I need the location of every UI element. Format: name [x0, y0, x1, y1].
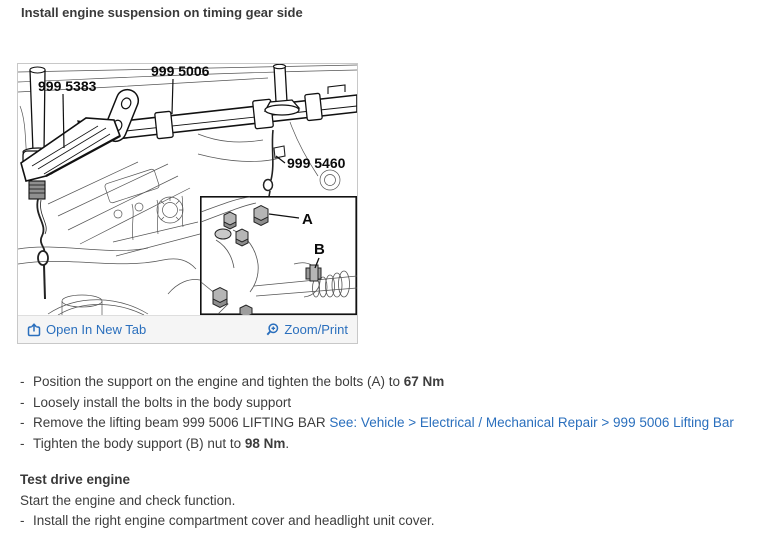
- inset-detail-box: [201, 197, 357, 315]
- test-drive-intro: Start the engine and check function.: [20, 492, 236, 508]
- zoom-plus-icon: [265, 323, 279, 337]
- bullet-dash: -: [20, 415, 25, 430]
- test-drive-list: [20, 511, 435, 532]
- engine-diagram: [18, 64, 357, 315]
- step-loosely-install: [20, 393, 734, 414]
- label-999-5460: 999 5460: [287, 155, 346, 171]
- torque-value: 67 Nm: [403, 374, 445, 389]
- label-bolt-a: A: [302, 211, 313, 228]
- page-title: Install engine suspension on timing gear side: [21, 5, 303, 20]
- bullet-dash: -: [20, 513, 25, 528]
- bullet-dash: -: [20, 374, 25, 389]
- test-drive-section: [20, 470, 435, 532]
- zoom-print-link[interactable]: [265, 322, 348, 337]
- step-position-support: [20, 372, 734, 393]
- bullet-dash: -: [20, 394, 25, 410]
- figure-panel: [17, 63, 358, 344]
- step-remove-lifting-beam: [20, 413, 734, 434]
- open-in-new-tab-icon: [27, 323, 41, 337]
- open-in-new-tab-label: Open In New Tab: [46, 322, 147, 337]
- step-text: Install the right engine compartment cover and headlight unit cover.: [33, 513, 435, 528]
- step-text: .: [285, 435, 290, 451]
- torque-value: 98 Nm: [244, 435, 286, 451]
- zoom-print-label: Zoom/Print: [284, 322, 348, 337]
- label-999-5383: 999 5383: [38, 78, 97, 94]
- label-999-5006: 999 5006: [151, 64, 210, 79]
- step-text: Loosely install the bolts in the body support: [33, 394, 292, 410]
- step-tighten-body-support: [20, 434, 734, 455]
- step-text: Remove the lifting beam 999 5006 LIFTING BAR: [33, 415, 330, 430]
- bullet-dash: -: [20, 435, 25, 451]
- instruction-list: [20, 372, 734, 454]
- figure-toolbar: [18, 315, 357, 343]
- open-in-new-tab-link[interactable]: [27, 322, 146, 337]
- test-drive-heading: Test drive engine: [20, 472, 131, 487]
- label-bolt-b: B: [314, 241, 325, 258]
- step-install-covers: [20, 511, 435, 532]
- see-also-link[interactable]: See: Vehicle > Electrical / Mechanical Repair > 999 5006 Lifting Bar: [329, 415, 734, 430]
- step-text: Position the support on the engine and tighten the bolts (A) to: [33, 374, 404, 389]
- step-text: Tighten the body support (B) nut to: [33, 435, 245, 451]
